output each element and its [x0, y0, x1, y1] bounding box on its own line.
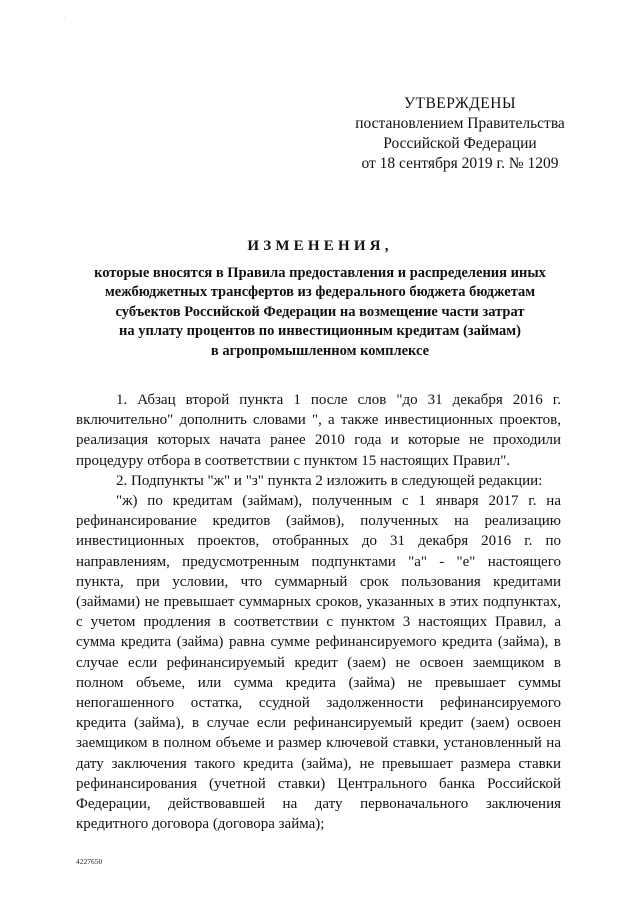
approval-line: Российской Федерации	[383, 135, 537, 152]
subheading-line: субъектов Российской Федерации на возмещение части затрат	[115, 303, 525, 320]
approval-line: от 18 сентября 2019 г. № 1209	[361, 155, 559, 172]
subheading-line: которые вносятся в Правила предоставления и распределения иных	[94, 265, 546, 281]
document-subheading	[60, 264, 580, 361]
subheading-line: межбюджетных трансфертов из федерального бюджета бюджетам	[104, 284, 536, 301]
approval-block	[340, 94, 580, 174]
document-body	[76, 390, 561, 834]
document-code: 4227650	[76, 857, 103, 866]
approval-line: постановлением Правительства	[355, 115, 565, 132]
approval-title: УТВЕРЖДЕНЫ	[404, 95, 516, 112]
paragraph-item-1: 1. Абзац второй пункта 1 после слов "до 31 декабря 2016 г. включительно" дополнить словами ", а также инвестиционных проектов, реализация которых начата ранее 2010 года и которые не проходили процедуру отбора в соответствии с пунктом 15 настоящих Правил".	[76, 392, 561, 469]
corner-mark: ·	[64, 16, 66, 22]
subheading-line: в агропромышленном комплексе	[210, 342, 430, 359]
document-heading: ИЗМЕНЕНИЯ,	[247, 238, 393, 254]
paragraph-subitem-zh: "ж) по кредитам (займам), полученным с 1 января 2017 г. на рефинансирование кредитов (займов), полученных на реализацию инвестиционных проектов, отобранных до 31 декабря 2016 г. по направлениям, предусмотренным подпунктами "а" - "е" настоящего пункта, при условии, что суммарный срок пользования кредитами (займами) не превышает суммарных сроков, указанных в этих подпунктах, с учетом продления в соответствии с пунктом 3 настоящих Правил, а сумма кредита (займа) равна сумме рефинансируемого кредита (займа), в случае если рефинансируемый кредит (заем) не освоен заемщиком в полном объеме, или сумма кредита (займа) не превышает суммы непогашенного остатка, ссудной задолженности рефинансируемого кредита (займа), в случае если рефинансируемый кредит (заем) освоен заемщиком в полном объеме и размер ключевой ставки, установленный на дату заключения такого кредита (займа), не превышает размера ставки рефинансирования (учетной ставки) Центрального банка Российской Федерации, действовавшей на дату первоначального заключения кредитного договора (договора займа);	[76, 493, 561, 833]
subheading-line: на уплату процентов по инвестиционным кредитам (займам)	[119, 323, 521, 340]
paragraph-item-2: 2. Подпункты "ж" и "з" пункта 2 изложить в следующей редакции:	[116, 472, 543, 489]
